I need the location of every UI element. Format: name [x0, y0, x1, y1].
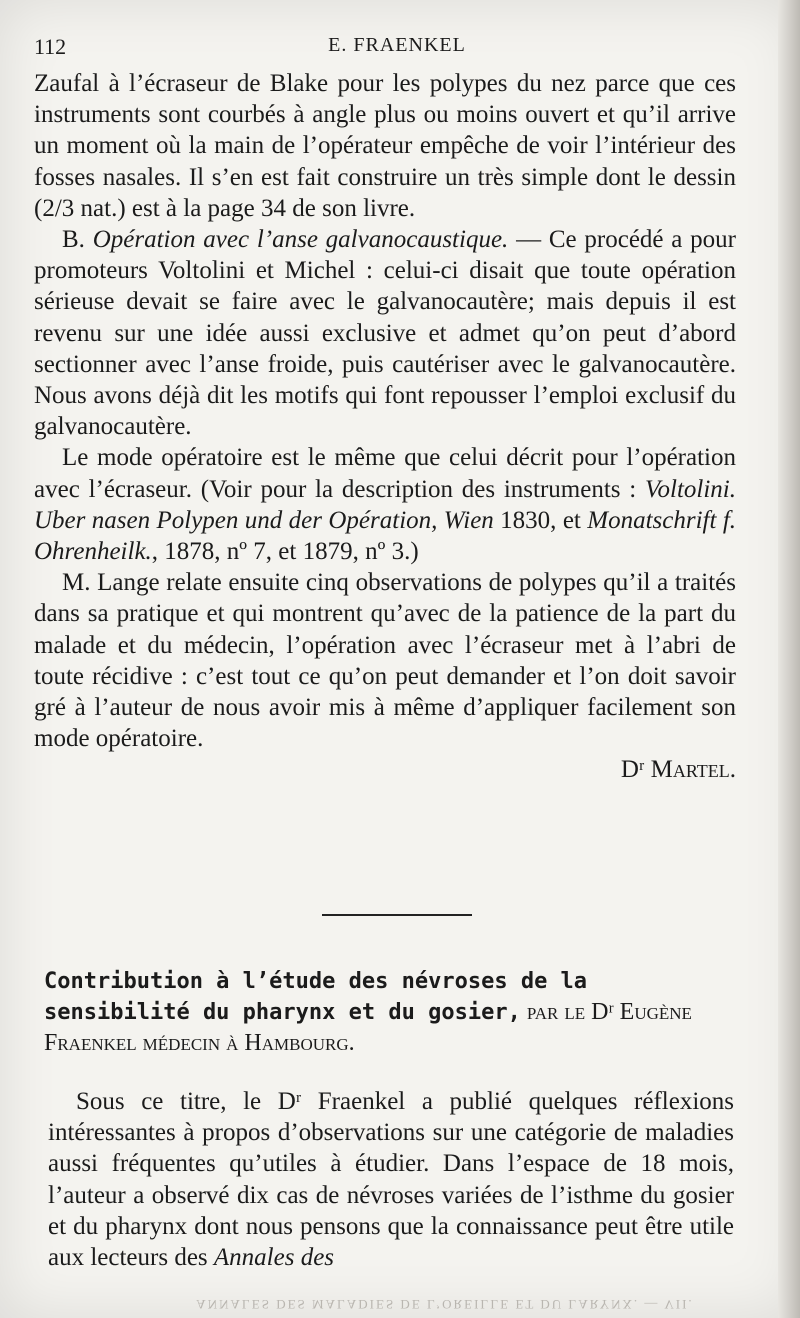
paragraph-4: M. Lange relate ensuite cinq observations de polypes qu’il a traités dans sa pratique et qui montrent qu’avec de la patience de la part du malade et du médecin, l’opération avec l’écraseur met à l’abri de toute récidive : c’est tout ce qu’on peut demander et l’on doit savoir gré à l’auteur de nous avoir mis à même d’appliquer facilement son mode opératoire. — [34, 569, 736, 753]
p3-i2: Wien — [443, 506, 494, 534]
paragraph-3 — [34, 442, 736, 567]
article-text — [48, 1086, 734, 1273]
bleed-through-footer: ANNALES DES MALADIES DE L’OREILLE ET DU LARYNX. — VII. — [196, 1297, 694, 1312]
p2-title: Opération avec l’anse galvanocaustique. — [92, 226, 509, 254]
p3-a: Le mode opératoire est le même que celui décrit pour l’opération avec l’écraseur. (Voir pour la description des instruments : — [34, 444, 736, 503]
paragraph-1: Zaufal à l’écraseur de Blake pour les polypes du nez parce que ces instruments sont courbés à angle plus ou moins ouvert et qu’il arrive un moment où la main de l’opérateur empêche de voir l’intérieur des fosses nasales. Il s’en est fait construire un très simple dont le dessin (2/3 nat.) est à la page 34 de son livre. — [34, 70, 736, 222]
p3-c: 1830, et — [493, 506, 588, 534]
p3-d: , 1878, nº 7, et 1879, nº 3.) — [151, 538, 419, 566]
article-author: par le Dʳ Eugène Fraenkel médecin à Hambourg. — [44, 999, 692, 1056]
p2-rest: — Ce procédé a pour promoteurs Voltolini et Michel : celui-ci disait que toute opération sérieuse devait se faire avec le galvanocautère; mais depuis il est revenu sur une idée aussi exclusive et admet qu’on peut d’abord sectionner avec l’anse froide, puis cautériser avec le galvanocautère. Nous avons déjà dit les motifs qui font repousser l’emploi exclusif du galvanocautère. — [34, 226, 736, 441]
running-head: E. FRAENKEL — [328, 34, 466, 56]
article-heading — [44, 966, 734, 1059]
paragraph-2 — [34, 224, 736, 442]
article-paragraph-1 — [48, 1086, 734, 1273]
p3-i3: Monatschrift f. Ohrenheilk. — [34, 506, 737, 566]
a-p1-i: Annales des — [213, 1244, 335, 1272]
p3-i1: Voltolini. Uber nasen Polypen und der Opération, — [34, 475, 736, 534]
article-title: Contribution à l’étude des névroses de la sensibilité du pharynx et du gosier, — [44, 969, 588, 1025]
a-p1-a: Sous ce titre, le Dʳ Fraenkel a publié quelques réflexions intéressantes à propos d’observations sur une catégorie de maladies aussi fréquentes qu’utiles à étudier. Dans l’espace de 18 mois, l’auteur a observé dix cas de névroses variées de l’isthme du gosier et du pharynx dont nous pensons que la connaissance peut être utile aux lecteurs des — [48, 1088, 734, 1272]
page-number: 112 — [34, 34, 67, 59]
section-divider — [322, 914, 472, 916]
body-text — [34, 68, 736, 786]
page-edge — [778, 0, 800, 1318]
signature: Dʳ Martel. — [620, 756, 736, 784]
page-header — [34, 34, 760, 62]
p2-lead: B. — [62, 226, 93, 254]
